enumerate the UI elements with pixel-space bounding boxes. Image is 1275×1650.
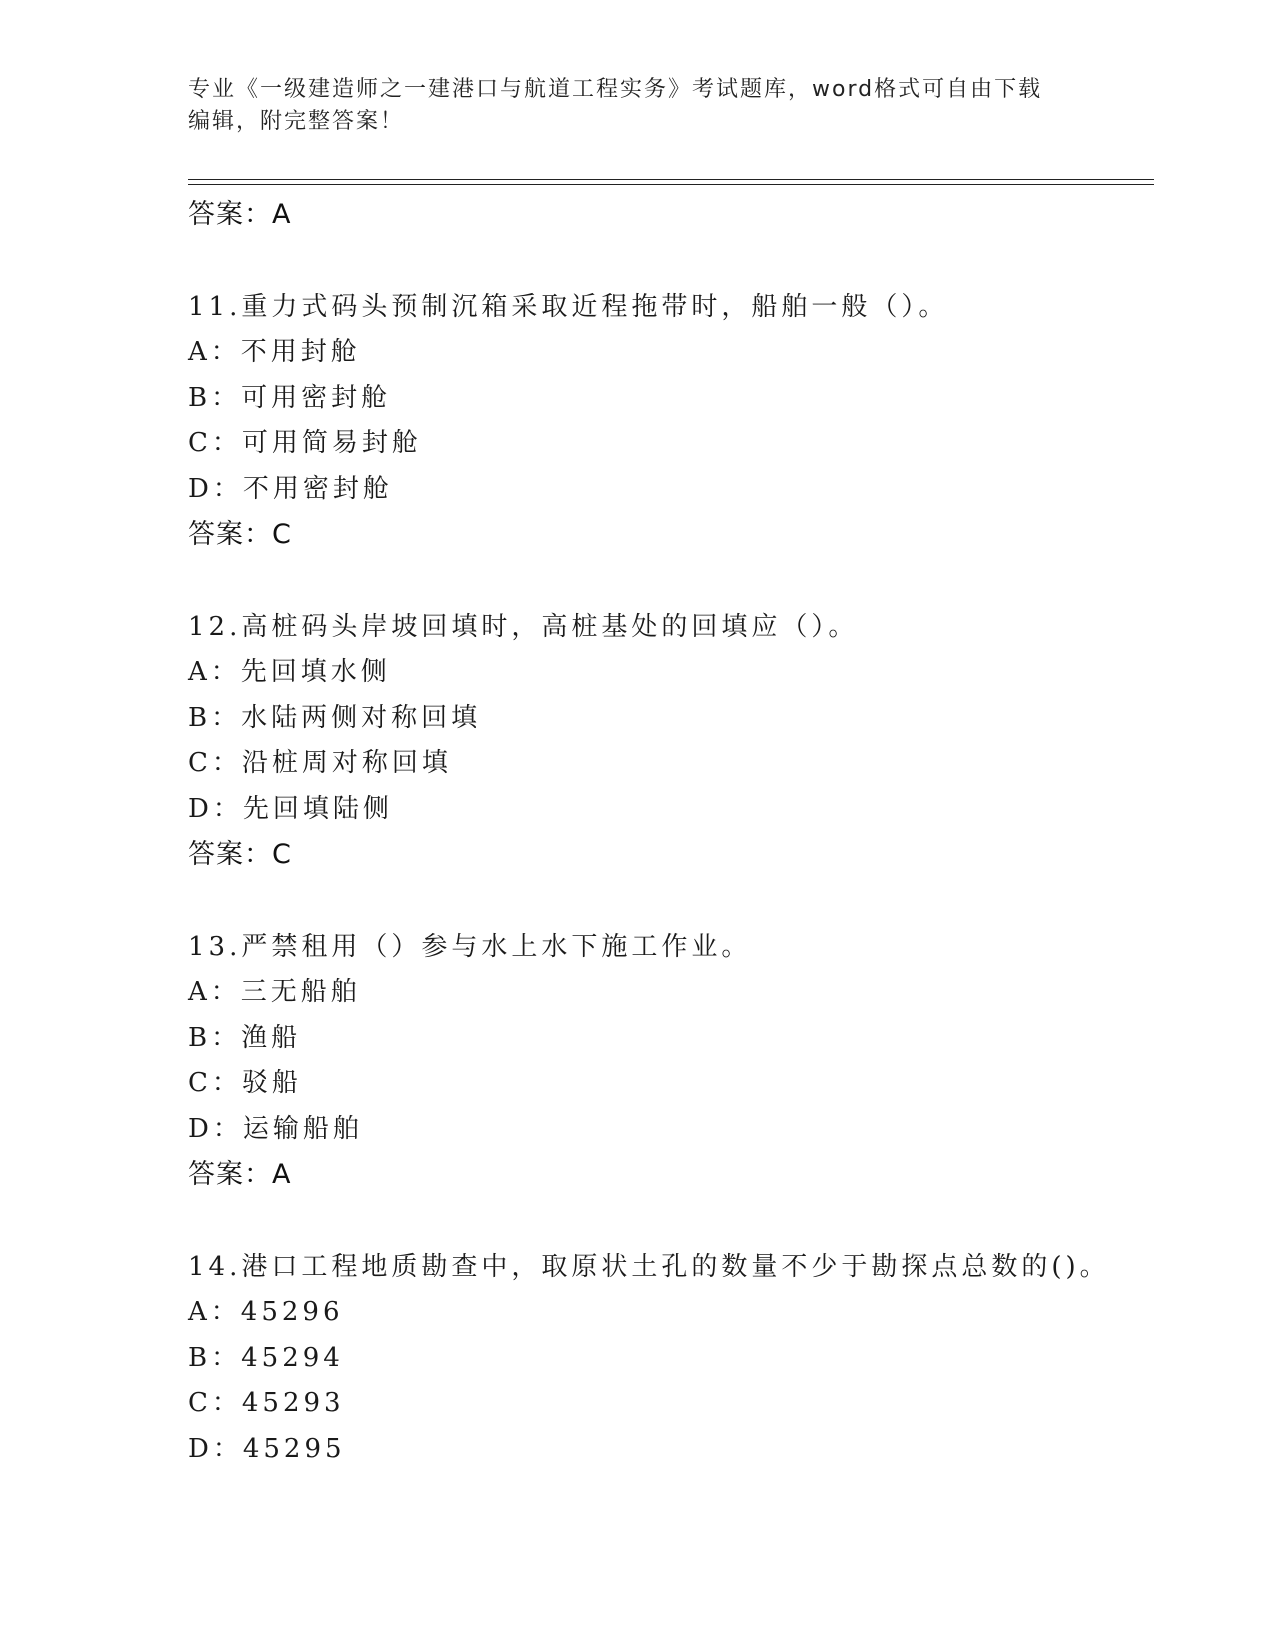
option-d: D：先回填陆侧 (188, 793, 393, 824)
spacer (188, 558, 1154, 604)
question-stem: 13.严禁租用（）参与水上水下施工作业。 (188, 932, 752, 962)
question-stem: 14.港口工程地质勘查中，取原状土孔的数量不少于勘探点总数的()。 (188, 1252, 1110, 1282)
option-d: D：不用密封舱 (188, 473, 393, 504)
question-block (188, 1244, 1154, 1472)
option-a: A：三无船舶 (188, 977, 361, 1007)
question-block (188, 604, 1154, 878)
question-stem: 12.高桩码头岸坡回填时，高桩基处的回填应（）。 (188, 612, 859, 642)
answer-line: 答案：A (188, 1159, 292, 1190)
spacer (188, 238, 1154, 284)
question-list (188, 192, 1154, 1472)
header-divider-top (188, 179, 1154, 180)
option-c: C：沿桩周对称回填 (188, 748, 452, 778)
question-block (188, 924, 1154, 1198)
document-header (188, 74, 1088, 138)
question-block (188, 284, 1154, 558)
option-b: B：渔船 (188, 1022, 302, 1053)
answer-line: 答案：A (188, 199, 292, 230)
option-d: D：运输船舶 (188, 1113, 363, 1144)
option-c: C：可用简易封舱 (188, 428, 422, 458)
option-b: B：45294 (188, 1342, 344, 1373)
spacer (188, 878, 1154, 924)
answer-line: 答案：C (188, 839, 292, 870)
option-a: A：先回填水侧 (188, 657, 391, 687)
header-divider-bottom (188, 184, 1154, 185)
option-a: A：不用封舱 (188, 337, 361, 367)
header-line-2: 编辑，附完整答案！ (188, 109, 405, 134)
spacer (188, 1198, 1154, 1244)
option-a: A：45296 (188, 1297, 344, 1327)
answer-line: 答案：C (188, 519, 292, 550)
option-b: B：可用密封舱 (188, 382, 392, 413)
option-c: C：45293 (188, 1388, 345, 1418)
option-d: D：45295 (188, 1433, 346, 1464)
question-stem: 11.重力式码头预制沉箱采取近程拖带时，船舶一般（）。 (188, 292, 949, 322)
option-b: B：水陆两侧对称回填 (188, 702, 482, 733)
option-c: C：驳船 (188, 1068, 302, 1098)
header-line-1: 专业《一级建造师之一建港口与航道工程实务》考试题库，word格式可自由下载 (188, 77, 1043, 102)
